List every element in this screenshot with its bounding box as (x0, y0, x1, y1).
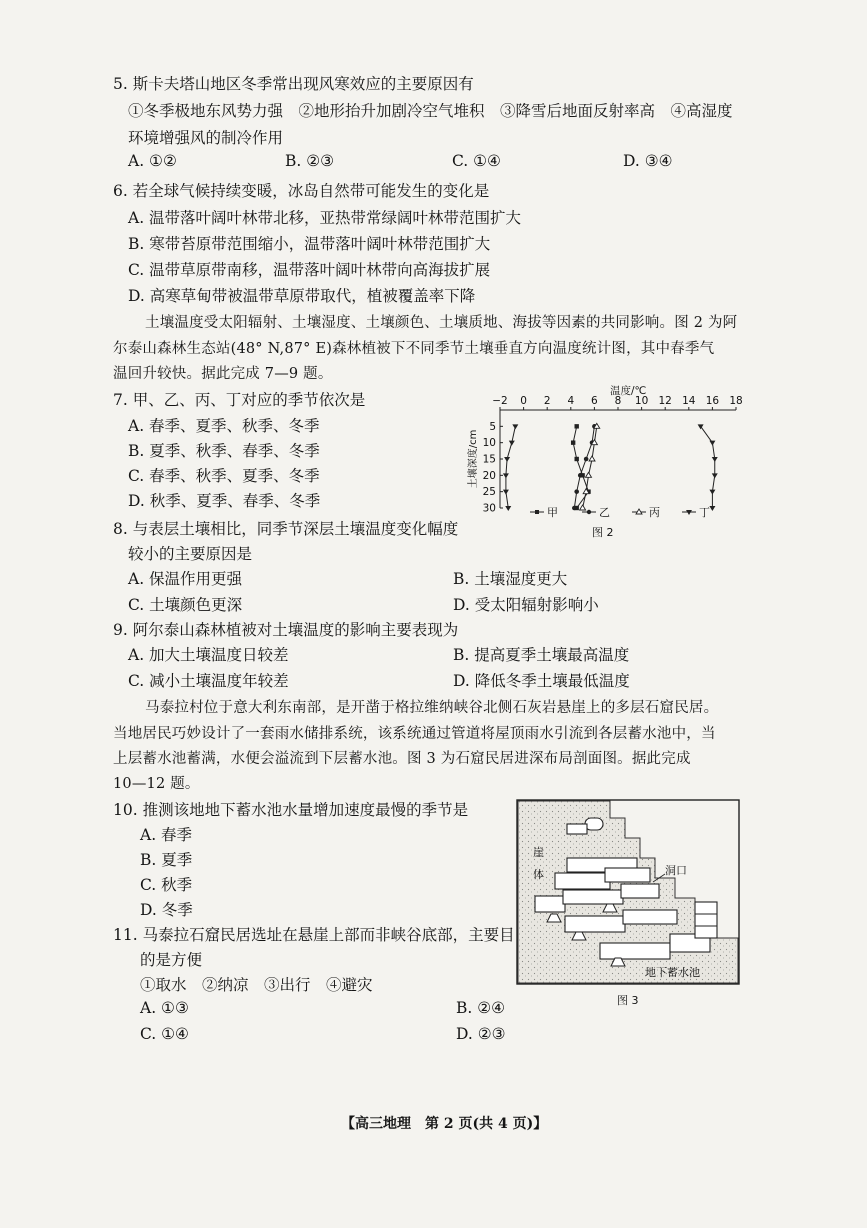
q6-stem: 6. 若全球气候持续变暖，冰岛自然带可能发生的变化是 (113, 182, 490, 200)
data-point (709, 506, 715, 511)
passage3-line4: 10—12 题。 (113, 776, 200, 792)
data-point (571, 440, 575, 444)
x-tick-label: 0 (520, 395, 527, 407)
q5-option-a: A. ①② (128, 152, 177, 170)
x-axis-title: 温度/℃ (610, 385, 647, 397)
q8-option-c: C. 土壤颜色更深 (128, 596, 243, 614)
q11-stem-cont: 的是方便 (140, 951, 203, 969)
figure2-caption: 图 2 (592, 526, 614, 539)
data-point (505, 506, 511, 511)
q11-option-c: C. ①④ (140, 1025, 189, 1043)
x-tick-label: 18 (729, 395, 743, 407)
q5-items-cont: 环境增强风的制冷作用 (128, 129, 284, 147)
q5-stem: 5. 斯卡夫塔山地区冬季常出现风寒效应的主要原因有 (113, 75, 474, 93)
q9-option-c: C. 减小土壤温度年较差 (128, 672, 289, 690)
x-tick-label: 14 (682, 395, 696, 407)
data-point (504, 457, 510, 462)
q10-option-d: D. 冬季 (140, 901, 193, 919)
q11-option-d: D. ②③ (456, 1025, 506, 1043)
data-point (575, 424, 579, 428)
legend-marker (587, 510, 591, 514)
q9-option-a: A. 加大土壤温度日较差 (128, 646, 289, 664)
data-point (503, 473, 509, 478)
series-line (701, 426, 715, 508)
page-footer: 【高三地理 第 2 页(共 4 页)】 (341, 1116, 548, 1132)
q6-option-b: B. 寒带苔原带范围缩小，温带落叶阔叶林带范围扩大 (128, 235, 491, 253)
q8-option-b: B. 土壤湿度更大 (453, 570, 568, 588)
q8-stem: 8. 与表层土壤相比，同季节深层土壤温度变化幅度 (113, 520, 459, 538)
soil-temperature-chart (460, 384, 750, 544)
q11-stem: 11. 马泰拉石窟民居选址在悬崖上部而非峡谷底部，主要目 (113, 926, 515, 944)
x-tick-label: 2 (543, 395, 551, 407)
data-point (572, 506, 577, 511)
y-tick-label: 15 (482, 453, 496, 466)
series-line (506, 426, 515, 508)
q7-option-d: D. 秋季、夏季、春季、冬季 (128, 492, 321, 510)
cliff-label-1: 崖 (533, 846, 544, 859)
legend-label: 丙 (649, 506, 660, 519)
q6-option-d: D. 高寒草甸带被温带草原带取代，植被覆盖率下降 (128, 287, 476, 305)
q9-option-b: B. 提高夏季土壤最高温度 (453, 646, 630, 664)
q8-option-a: A. 保温作用更强 (128, 570, 243, 588)
y-axis-title: 土壤深度/cm (468, 429, 479, 489)
q10-option-b: B. 夏季 (140, 851, 193, 869)
y-tick-label: 10 (482, 437, 496, 450)
cistern-label: 地下蓄水池 (645, 966, 700, 979)
x-tick-label: 6 (591, 395, 598, 407)
data-point (712, 473, 718, 478)
data-point (512, 424, 518, 429)
q5-option-d: D. ③④ (623, 152, 673, 170)
q10-option-a: A. 春季 (140, 826, 193, 844)
data-point (574, 489, 579, 494)
series-line (574, 426, 594, 508)
series-line (573, 426, 588, 508)
q11-items: ①取水 ②纳凉 ③出行 ④避灾 (140, 976, 373, 994)
q7-option-c: C. 春季、秋季、夏季、冬季 (128, 467, 320, 485)
q5-items: ①冬季极地东风势力强 ②地形抬升加剧冷空气堆积 ③降雪后地面反射率高 ④高湿度 (128, 102, 733, 120)
data-point (589, 456, 595, 461)
q6-option-a: A. 温带落叶阔叶林带北移，亚热带常绿阔叶林带范围扩大 (128, 209, 522, 227)
passage2-line3: 温回升较快。据此完成 7—9 题。 (113, 366, 333, 382)
q6-option-c: C. 温带草原带南移，温带落叶阔叶林带向高海拔扩展 (128, 261, 491, 279)
q8-option-d: D. 受太阳辐射影响小 (453, 596, 599, 614)
q10-stem: 10. 推测该地地下蓄水池水量增加速度最慢的季节是 (113, 801, 469, 819)
legend-label: 乙 (599, 506, 610, 519)
x-tick-label: 12 (658, 395, 672, 407)
x-tick-label: 8 (614, 395, 622, 407)
data-point (586, 472, 592, 477)
passage2-line2: 尔泰山森林生态站(48° N,87° E)森林植被下不同季节土壤垂直方向温度统计图，其中春季气 (113, 341, 715, 357)
passage3-line2: 当地居民巧妙设计了一套雨水储排系统，该系统通过管道将屋顶雨水引流到各层蓄水池中，当 (113, 726, 716, 742)
data-point (584, 457, 589, 462)
q5-option-c: C. ①④ (452, 152, 501, 170)
passage2-line1: 土壤温度受太阳辐射、土壤湿度、土壤颜色、土壤质地、海拔等因素的共同影响。图 2 为阿 (145, 315, 738, 331)
y-tick-label: 5 (489, 420, 496, 433)
q8-stem-cont: 较小的主要原因是 (128, 545, 253, 563)
y-tick-label: 30 (482, 502, 496, 515)
x-tick-label: 10 (634, 395, 649, 407)
data-point (580, 505, 586, 510)
q11-option-b: B. ②④ (456, 999, 506, 1017)
data-point (712, 457, 718, 462)
legend-marker (535, 510, 539, 514)
legend-label: 丁 (699, 506, 710, 519)
cave-dwelling-diagram (515, 798, 745, 1010)
data-point (509, 441, 515, 446)
q10-option-c: C. 秋季 (140, 876, 193, 894)
q7-option-b: B. 夏季、秋季、春季、冬季 (128, 442, 320, 460)
q7-stem: 7. 甲、乙、丙、丁对应的季节依次是 (113, 391, 366, 409)
q5-option-b: B. ②③ (285, 152, 335, 170)
series-line (583, 426, 597, 508)
q7-option-a: A. 春季、夏季、秋季、冬季 (128, 417, 320, 435)
data-point (709, 490, 715, 495)
data-point (503, 490, 509, 495)
y-tick-label: 20 (482, 469, 496, 482)
legend-label: 甲 (547, 506, 558, 519)
figure3-caption: 图 3 (617, 994, 639, 1007)
cave-opening-label: 洞口 (665, 864, 687, 877)
q9-stem: 9. 阿尔泰山森林植被对土壤温度的影响主要表现为 (113, 621, 459, 639)
x-tick-label: 4 (567, 395, 575, 407)
passage3-line3: 上层蓄水池蓄满，水便会溢流到下层蓄水池。图 3 为石窟民居进深布局剖面图。据此完成 (113, 751, 691, 767)
passage3-line1: 马泰拉村位于意大利东南部，是开凿于格拉维纳峡谷北侧石灰岩悬崖上的多层石窟民居。 (145, 700, 719, 716)
q11-option-a: A. ①③ (140, 999, 189, 1017)
x-tick-label: −2 (492, 395, 508, 407)
y-tick-label: 25 (482, 486, 496, 499)
data-point (575, 457, 579, 461)
x-tick-label: 16 (705, 395, 720, 407)
data-point (709, 441, 715, 446)
q9-option-d: D. 降低冬季土壤最低温度 (453, 672, 630, 690)
data-point (578, 473, 583, 478)
cliff-label-2: 体 (533, 868, 544, 881)
